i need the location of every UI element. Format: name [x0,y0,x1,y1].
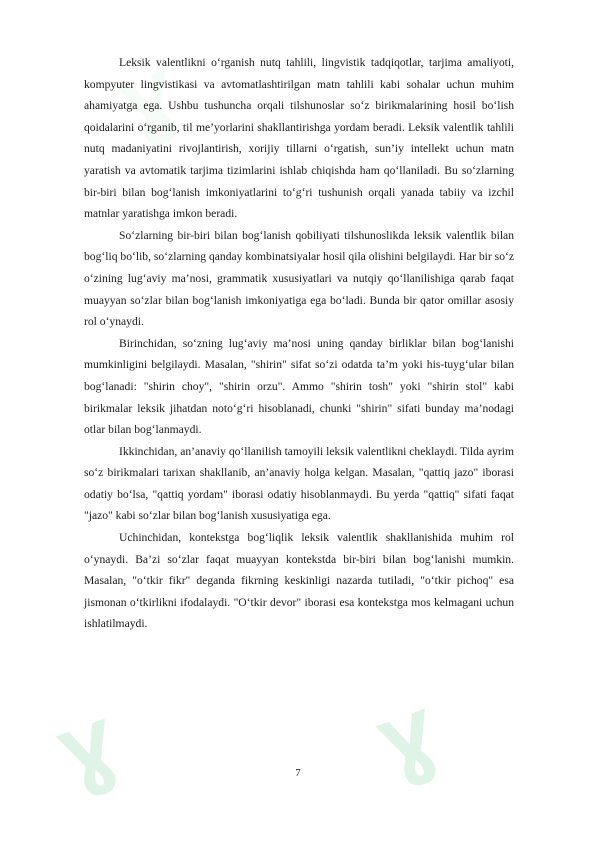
watermark-logo-top: ɣ [103,35,190,154]
watermark-logo-right: ɣ [363,675,450,794]
paragraph-3: Birinchidan, so‘zning lug‘aviy ma’nosi uning qanday birliklar bilan bog‘lanishi mumkinligini belgilaydi. Masalan, "shirin" sifat so‘zi odatda ta’m yoki his-tuyg‘ular bilan bog‘lanadi: "shirin choy", "shirin orzu". Ammo "shirin tosh" yoki "shirin stol" kabi birikmalar leksik jihatdan noto‘g‘ri hisoblanadi, chunki "shirin" sifati bunday ma’nodagi otlar bilan bog‘lanmaydi. [84,336,514,437]
page-number: 7 [295,767,301,779]
document-body [84,52,514,635]
paragraph-4: Ikkinchidan, an’anaviy qo‘llanilish tamoyili leksik valentlikni cheklaydi. Tilda ayrim so‘z birikmalari tarixan shakllanib, an’anaviy holga kelgan. Masalan, "qattiq jazo" iborasi odatiy bo‘lsa, "qattiq yordam" iborasi odatiy hisoblanmaydi. Bu yerda "qattiq" sifati faqat "jazo" kabi so‘zlar bilan bog‘lanish xususiyatiga ega. [84,444,514,523]
paragraph-5: Uchinchidan, kontekstga bog‘liqlik leksik valentlik shakllanishida muhim rol o‘ynaydi. Ba’zi so‘zlar faqat muayyan kontekstda bir-biri bilan bog‘lanishi mumkin. Masalan, "o‘tkir fikr" deganda fikrning keskinligi nazarda tutiladi, "o‘tkir pichoq" esa jismonan o‘tkirlikni ifodalaydi. "O‘tkir devor" iborasi esa kontekstga mos kelmagani uchun ishlatilmaydi. [84,531,514,631]
watermark-logo-left: ɣ [43,685,130,804]
paragraph-2: So‘zlarning bir-biri bilan bog‘lanish qobiliyati tilshunoslikda leksik valentlik bilan bog‘liq bo‘lib, so‘zlarning qanday kombinatsiyalar hosil qila olishini belgilaydi. Har bir so‘z o‘zining lug‘aviy ma’nosi, grammatik xususiyatlari va nutqiy qo‘llanilishiga qarab faqat muayyan so‘zlar bilan bog‘lanish imkoniyatiga ega bo‘ladi. Bunda bir qator omillar asosiy rol o‘ynaydi. [84,228,514,329]
paragraph-1: Leksik valentlikni o‘rganish nutq tahlili, lingvistik tadqiqotlar, tarjima amaliyoti, kompyuter lingvistikasi va avtomatlashtirilgan matn tahlili kabi sohalar uchun muhim ahamiyatga ega. Ushbu tushuncha orqali tilshunoslar so‘z birikmalarining hosil bo‘lish qoidalarini o‘rganib, til me’yorlarini shakllantirishga yordam beradi. Leksik valentlik tahlili nutq madaniyatini rivojlantirish, xorijiy tillarni o‘rgatish, sun’iy intellekt uchun matn yaratish va avtomatik tarjima tizimlarini ishlab chiqishda ham qo‘llaniladi. Bu so‘zlarning bir-biri bilan bog‘lanish imkoniyatlarini to‘g‘ri tushunish orqali yanada tabiiy va izchil matnlar yaratishga imkon beradi. [84,56,514,221]
